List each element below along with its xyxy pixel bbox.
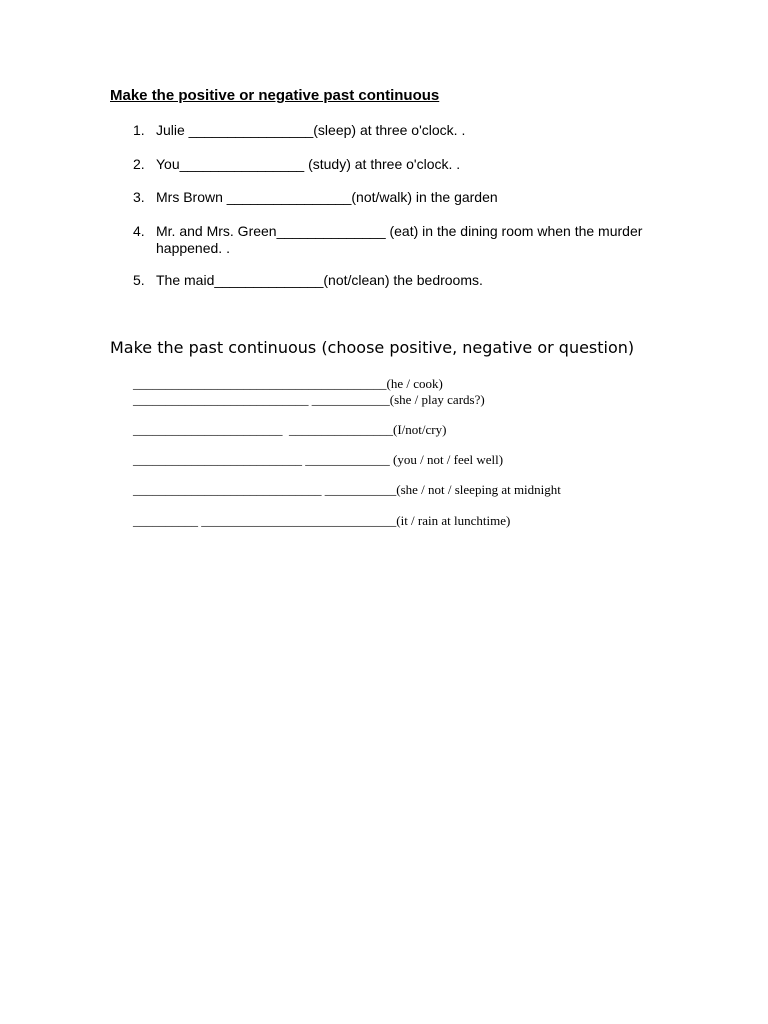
item-sentence: Mrs Brown ________________(not/walk) in the garden — [156, 189, 498, 205]
exercise2-line: __________ ______________________________(it / rain at lunchtime) — [133, 513, 511, 528]
exercise2-line: _______________________________________(he / cook) — [133, 376, 443, 391]
item-number: 1. — [133, 122, 145, 138]
item-sentence: You________________ (study) at three o'clock. . — [156, 156, 461, 172]
exercise2-line: _____________________________ ___________(she / not / sleeping at midnight — [133, 482, 561, 497]
item-number: 5. — [133, 272, 145, 288]
item-number: 2. — [133, 156, 145, 172]
exercise2-line: _______________________ ________________(I/not/cry) — [133, 422, 447, 437]
item-number: 4. — [133, 223, 145, 239]
exercise2-line: ___________________________ ____________(she / play cards?) — [133, 392, 485, 407]
item-number: 3. — [133, 189, 145, 205]
exercise2-heading: Make the past continuous (choose positive, negative or question) — [110, 338, 635, 357]
item-sentence: Julie ________________(sleep) at three o'clock. . — [156, 122, 466, 138]
item-sentence: The maid______________(not/clean) the bedrooms. — [156, 272, 483, 288]
exercise2-line: __________________________ _____________ (you / not / feel well) — [133, 452, 504, 467]
exercise1-heading: Make the positive or negative past continuous — [110, 87, 440, 104]
item-sentence: Mr. and Mrs. Green______________ (eat) in the dining room when the murder happened. . — [156, 223, 647, 256]
